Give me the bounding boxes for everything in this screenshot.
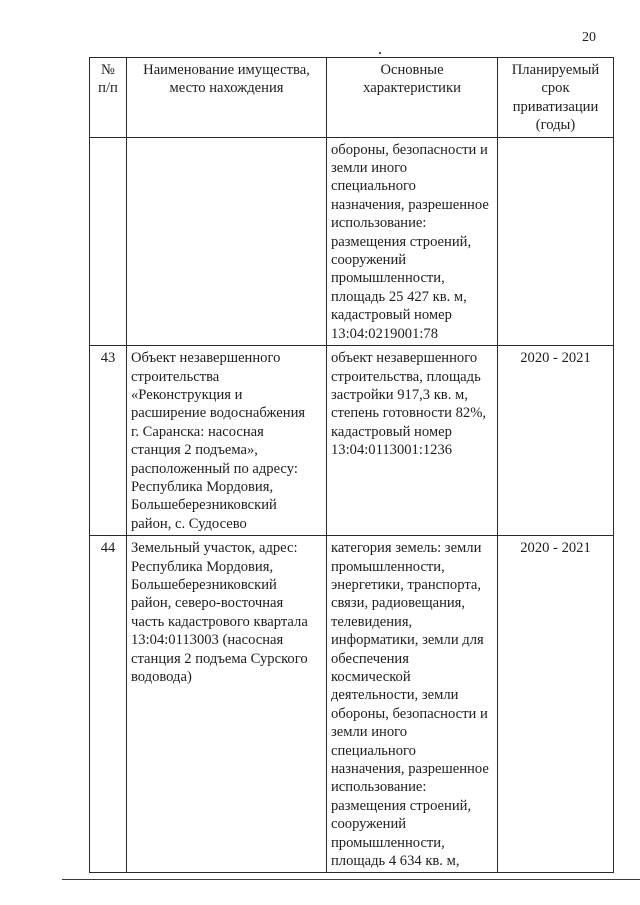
cell-text-line: сооружений — [331, 816, 407, 833]
cell-text-line: энергетики, транспорта, — [331, 576, 482, 593]
row-term — [498, 137, 614, 345]
cell-text-line: назначения, разрешенное — [331, 196, 489, 213]
cell-text-line: промышленности, — [331, 270, 445, 287]
header-text-line: приватизации — [512, 98, 599, 115]
row-number — [90, 137, 127, 345]
cell-text-line: Земельный участок, адрес: — [131, 540, 298, 557]
header-text-line: характеристики — [363, 80, 461, 97]
row-name — [127, 536, 327, 873]
cell-text-line: район, с. Судосево — [131, 515, 247, 532]
header-text-line: п/п — [98, 80, 118, 97]
cell-text-line: станция 2 подъема Сурского — [131, 650, 308, 667]
cell-text-line: назначения, разрешенное — [331, 761, 489, 778]
row-term: 2020 - 2021 — [498, 536, 614, 873]
cell-text-line: сооружений — [331, 252, 407, 269]
cell-text-line: степень готовности 82%, — [331, 405, 487, 422]
scan-speck — [379, 52, 381, 54]
privatization-table — [89, 57, 614, 873]
cell-text-line: размещения строений, — [331, 797, 472, 814]
row-characteristics — [327, 346, 498, 536]
table-header-row — [90, 58, 614, 138]
cell-text-line: деятельности, земли — [331, 687, 459, 704]
header-text-line: Планируемый — [511, 62, 600, 78]
cell-text-line: часть кадастрового квартала — [131, 613, 308, 630]
cell-text-line: 13:04:0113003 (насосная — [131, 632, 284, 649]
cell-text-line: специального — [331, 742, 416, 759]
cell-text-line: площадь 4 634 кв. м, — [331, 853, 460, 870]
row-characteristics — [327, 536, 498, 873]
header-name — [127, 58, 327, 138]
row-name — [127, 346, 327, 536]
cell-text-line: телевидения, — [331, 613, 413, 630]
cell-text-line: земли иного — [331, 724, 408, 741]
table-row — [90, 346, 614, 536]
header-text-line: Основные — [380, 62, 444, 78]
cell-text-line: станция 2 подъема», — [131, 442, 258, 459]
cell-text-line: «Реконструкция и — [131, 386, 243, 403]
cell-text-line: Республика Мордовия, — [131, 478, 274, 495]
header-text-line: срок — [541, 80, 570, 97]
cell-text-line: связи, радиовещания, — [331, 595, 466, 612]
cell-text-line: район, северо-восточная — [131, 595, 284, 612]
table-row — [90, 137, 614, 345]
cell-text-line: объект незавершенного — [331, 350, 478, 367]
cell-text-line: строительства — [131, 368, 220, 385]
cell-text-line: расширение водоснабжения — [131, 405, 306, 422]
cell-text-line: кадастровый номер — [331, 423, 452, 440]
cell-text-line: космической — [331, 669, 411, 685]
cell-text-line: Большеберезниковский — [131, 576, 277, 593]
cell-text-line: водовода) — [131, 669, 192, 685]
cell-text-line: земли иного — [331, 160, 408, 177]
cell-text-line: расположенный по адресу: — [131, 460, 298, 477]
header-text-line: (годы) — [535, 117, 576, 134]
cell-text-line: специального — [331, 178, 416, 195]
header-text-line: место нахождения — [169, 80, 284, 97]
cell-text-line: категория земель: земли — [331, 540, 482, 557]
cell-text-line: промышленности, — [331, 834, 445, 851]
cell-text-line: обороны, безопасности и — [331, 705, 488, 722]
cell-text-line: строительства, площадь — [331, 368, 481, 385]
cell-text-line: Большеберезниковский — [131, 497, 277, 514]
cell-text-line: Объект незавершенного — [131, 350, 281, 367]
cell-text-line: обеспечения — [331, 650, 409, 667]
row-term: 2020 - 2021 — [498, 346, 614, 536]
table-row — [90, 536, 614, 873]
bottom-divider — [62, 879, 640, 880]
cell-text-line: застройки 917,3 кв. м, — [331, 386, 468, 403]
row-characteristics — [327, 137, 498, 345]
header-term — [498, 58, 614, 138]
cell-text-line: Республика Мордовия, — [131, 558, 274, 575]
cell-text-line: использование: — [331, 215, 427, 232]
cell-text-line: обороны, безопасности и — [331, 141, 488, 158]
cell-text-line: площадь 25 427 кв. м, — [331, 288, 467, 305]
header-characteristics — [327, 58, 498, 138]
cell-text-line: использование: — [331, 779, 427, 796]
cell-text-line: 13:04:0113001:1236 — [331, 442, 453, 459]
cell-text-line: промышленности, — [331, 558, 445, 575]
cell-text-line: информатики, земли для — [331, 632, 484, 649]
header-text-line: Наименование имущества, — [143, 62, 310, 78]
cell-text-line: 13:04:0219001:78 — [331, 325, 439, 342]
page-number: 20 — [582, 30, 596, 45]
cell-text-line: г. Саранска: насосная — [131, 423, 264, 440]
row-number: 43 — [90, 346, 127, 536]
header-text-line: № — [101, 62, 115, 78]
cell-text-line: кадастровый номер — [331, 307, 452, 324]
header-number — [90, 58, 127, 138]
row-number: 44 — [90, 536, 127, 873]
cell-text-line: размещения строений, — [331, 233, 472, 250]
row-name — [127, 137, 327, 345]
